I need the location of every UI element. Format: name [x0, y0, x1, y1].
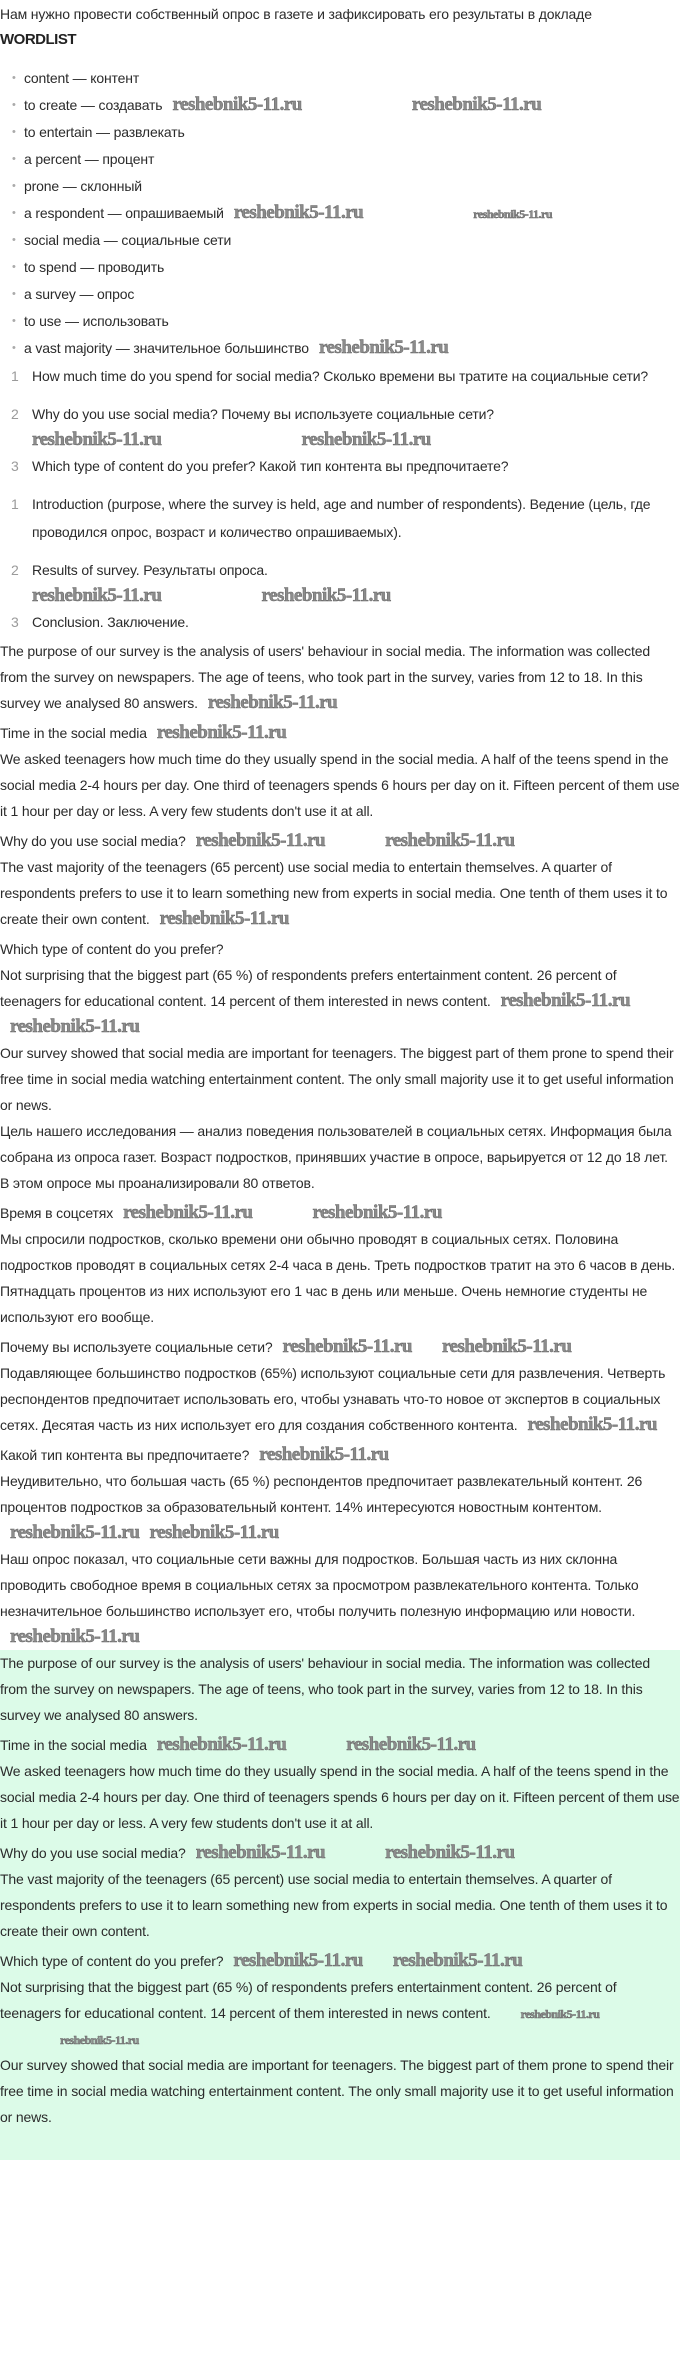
question-item [0, 362, 680, 390]
watermark: reshebnik5-11.ru [312, 1202, 442, 1223]
paragraph: The vast majority of the teenagers (65 percent) use social media to entertain themselves. A quarter of respondents prefers to use it to learn something new from experts in social media. One tenth of them uses it to create their own content. [0, 1871, 668, 1939]
intro-paragraph: Цель нашего исследования — анализ поведения пользователей в социальных сетях. Информация была собрана из опроса газет. Возраст подростков, принявших участие в опросе, варьируется от 12 до 18 лет. В этом опросе мы проанализировали 80 ответов. [0, 1123, 672, 1191]
paragraph [0, 1360, 680, 1438]
list-item-text: a percent — процент [24, 151, 155, 167]
paragraph [0, 1468, 680, 1546]
watermark: reshebnik5-11.ru [261, 585, 391, 606]
paragraph: We asked teenagers how much time do they usually spend in the social media. A half of the teens spend in the social media 2-4 hours per day. One third of teenagers spends 6 hours per day on it. Fifteen percent of them use it 1 hour per day or less. A very few students don't use it at all. [0, 1763, 680, 1831]
watermark-row [0, 584, 680, 608]
heading-text: Which type of content do you prefer? [0, 1953, 224, 1969]
item-number: 2 [11, 562, 19, 578]
watermark: reshebnik5-11.ru [301, 429, 431, 450]
outline-item [0, 608, 680, 636]
list-item [12, 65, 680, 92]
item-number: 3 [11, 614, 19, 630]
watermark: reshebnik5-11.ru [195, 830, 326, 851]
paragraph [0, 854, 680, 932]
list-item [12, 308, 680, 335]
list-item-text: a survey — опрос [24, 286, 135, 302]
list-item-text: prone — склонный [24, 178, 142, 194]
list-item-text: a respondent — опрашиваемый [24, 205, 224, 221]
watermark: reshebnik5-11.ru [520, 2007, 600, 2021]
list-item-text: a vast majority — значительное большинство [24, 340, 309, 356]
watermark: reshebnik5-11.ru [233, 202, 364, 223]
watermark: reshebnik5-11.ru [282, 1336, 412, 1357]
section-heading: Which type of content do you prefer? [0, 941, 224, 957]
conclusion-paragraph [0, 1546, 680, 1650]
heading-text: Time in the social media [0, 1737, 147, 1753]
watermark: reshebnik5-11.ru [500, 990, 631, 1011]
watermark: reshebnik5-11.ru [473, 207, 553, 221]
heading-text: Why do you use social media? [0, 1845, 186, 1861]
outline-text: Conclusion. Заключение. [32, 614, 189, 630]
watermark: reshebnik5-11.ru [411, 94, 542, 115]
watermark: reshebnik5-11.ru [259, 1444, 389, 1465]
outline-item [0, 556, 680, 584]
list-item [12, 92, 680, 119]
heading-text: Time in the social media [0, 725, 147, 741]
page-title: Нам нужно провести собственный опрос в газете и зафиксировать его результаты в докладе [0, 6, 592, 22]
section-heading [0, 1840, 680, 1866]
list-item [12, 119, 680, 146]
paragraph-text: Неудивительно, что большая часть (65 %) респондентов предпочитает развлекательный контент. 26 процентов подростков за образовательный контент. 14% интересуются новостным контентом. [0, 1473, 643, 1515]
item-number: 3 [11, 458, 19, 474]
watermark: reshebnik5-11.ru [32, 429, 162, 450]
list-item-text: social media — социальные сети [24, 232, 232, 248]
paragraph-text: The purpose of our survey is the analysis of users' behaviour in social media. The information was collected from the survey on newspapers. The age of teens, who took part in the survey, varies from 12 to 18. In this survey we analysed 80 answers. [0, 643, 650, 711]
watermark: reshebnik5-11.ru [527, 1414, 657, 1435]
question-text: How much time do you spend for social media? Сколько времени вы тратите на социальные сети? [32, 368, 649, 384]
section-heading [0, 828, 680, 854]
question-item [0, 400, 680, 428]
list-item [12, 254, 680, 281]
paragraph-text: Not surprising that the biggest part (65 %) of respondents prefers entertainment content. 26 percent of teenagers for educational content. 14 percent of them interested in news content. [0, 967, 617, 1009]
heading-text: Why do you use social media? [0, 833, 186, 849]
paragraph [0, 962, 680, 1040]
list-item-text: to use — использовать [24, 313, 169, 329]
watermark: reshebnik5-11.ru [149, 1522, 279, 1543]
wordlist-heading: WORDLIST [0, 31, 76, 48]
question-text: Why do you use social media? Почему вы используете социальные сети? [32, 406, 494, 422]
heading-text: Время в соцсетях [0, 1205, 114, 1221]
watermark: reshebnik5-11.ru [10, 1016, 140, 1037]
watermark: reshebnik5-11.ru [385, 1842, 515, 1863]
watermark: reshebnik5-11.ru [195, 1842, 326, 1863]
watermark: reshebnik5-11.ru [346, 1734, 476, 1755]
watermark: reshebnik5-11.ru [392, 1950, 523, 1971]
watermark: reshebnik5-11.ru [172, 94, 302, 115]
watermark: reshebnik5-11.ru [60, 2033, 139, 2047]
paragraph-text: Not surprising that the biggest part (65 %) of respondents prefers entertainment content. 26 percent of teenagers for educational content. 14 percent of them interested in news content. [0, 1979, 617, 2021]
watermark: reshebnik5-11.ru [207, 692, 338, 713]
paragraph: Мы спросили подростков, сколько времени они обычно проводят в социальных сетях. Половина подростков проводят в социальных сетях 2-4 часа в день. Треть подростков тратит на это 6 часов в день. Пятнадцать процентов из них используют его 1 час в день или меньше. Очень немногие студенты не используют его вообще. [0, 1231, 676, 1325]
list-item-text: to spend — проводить [24, 259, 165, 275]
list-item [12, 200, 680, 227]
russian-report [0, 1118, 680, 1650]
list-item-text: to create — создавать [24, 97, 163, 113]
section-heading [0, 1200, 680, 1226]
watermark: reshebnik5-11.ru [123, 1202, 253, 1223]
list-item-text: content — контент [24, 70, 140, 86]
watermark: reshebnik5-11.ru [441, 1336, 572, 1357]
paragraph-text: The vast majority of the teenagers (65 percent) use social media to entertain themselves. A quarter of respondents prefers to use it to learn something new from experts in social media. One tenth of them uses it to create their own content. [0, 859, 668, 927]
question-text: Which type of content do you prefer? Какой тип контента вы предпочитаете? [32, 458, 509, 474]
watermark: reshebnik5-11.ru [10, 1522, 140, 1543]
watermark: reshebnik5-11.ru [233, 1950, 363, 1971]
watermark: reshebnik5-11.ru [156, 1734, 287, 1755]
wordlist [0, 65, 680, 362]
english-report [0, 638, 680, 1118]
paragraph-text: Наш опрос показал, что социальные сети важны для подростков. Большая часть из них склонна проводить свободное время в социальных сетях за просмотром развлекательного контента. Только незначительное большинство использует его, чтобы получить полезную информацию или новости. [0, 1551, 639, 1619]
intro-paragraph: The purpose of our survey is the analysis of users' behaviour in social media. The information was collected from the survey on newspapers. The age of teens, who took part in the survey, varies from 12 to 18. In this survey we analysed 80 answers. [0, 1655, 650, 1723]
section-heading [0, 1442, 680, 1468]
paragraph [0, 1974, 680, 2052]
conclusion-paragraph: Our survey showed that social media are important for teenagers. The biggest part of them prone to spend their free time in social media watching entertainment content. The only small majority use it to get useful information or news. [0, 1045, 674, 1113]
item-number: 1 [11, 496, 19, 512]
outline-item [0, 490, 680, 546]
paragraph: We asked teenagers how much time do they usually spend in the social media. A half of the teens spend in the social media 2-4 hours per day. One third of teenagers spends 6 hours per day on it. Fifteen percent of them use it 1 hour per day or less. A very few students don't use it at all. [0, 751, 680, 819]
heading-text: Почему вы используете социальные сети? [0, 1339, 273, 1355]
intro-paragraph [0, 638, 680, 716]
list-item [12, 335, 680, 362]
highlighted-english-report [0, 1650, 680, 2160]
outline-text: Introduction (purpose, where the survey is held, age and number of respondents). Ведение (цель, где проводился опрос, возраст и количество опрашиваемых). [32, 496, 651, 540]
watermark-row [0, 428, 680, 452]
watermark: reshebnik5-11.ru [10, 1626, 140, 1647]
paragraph-text: Подавляющее большинство подростков (65%) используют социальные сети для развлечения. Четверть респондентов предпочитает использовать его, чтобы узнавать что-то новое от экспертов в социальных сетях. Десятая часть из них использует его для создания собственного контента. [0, 1365, 666, 1433]
questions-list [0, 362, 680, 480]
watermark: reshebnik5-11.ru [385, 830, 515, 851]
heading-text: Какой тип контента вы предпочитаете? [0, 1447, 250, 1463]
outline-text: Results of survey. Результаты опроса. [32, 562, 268, 578]
watermark: reshebnik5-11.ru [156, 722, 287, 743]
list-item [12, 281, 680, 308]
list-item [12, 146, 680, 173]
section-heading [0, 1948, 680, 1974]
watermark: reshebnik5-11.ru [318, 337, 449, 358]
list-item-text: to entertain — развлекать [24, 124, 185, 140]
list-item [12, 173, 680, 200]
list-item [12, 227, 680, 254]
section-heading [0, 1732, 680, 1758]
conclusion-paragraph: Our survey showed that social media are important for teenagers. The biggest part of them prone to spend their free time in social media watching entertainment content. The only small majority use it to get useful information or news. [0, 2057, 674, 2125]
watermark: reshebnik5-11.ru [32, 585, 162, 606]
question-item [0, 452, 680, 480]
watermark: reshebnik5-11.ru [159, 908, 289, 929]
section-heading [0, 720, 680, 746]
section-heading [0, 1334, 680, 1360]
item-number: 1 [11, 368, 19, 384]
outline-list [0, 490, 680, 636]
item-number: 2 [11, 406, 19, 422]
